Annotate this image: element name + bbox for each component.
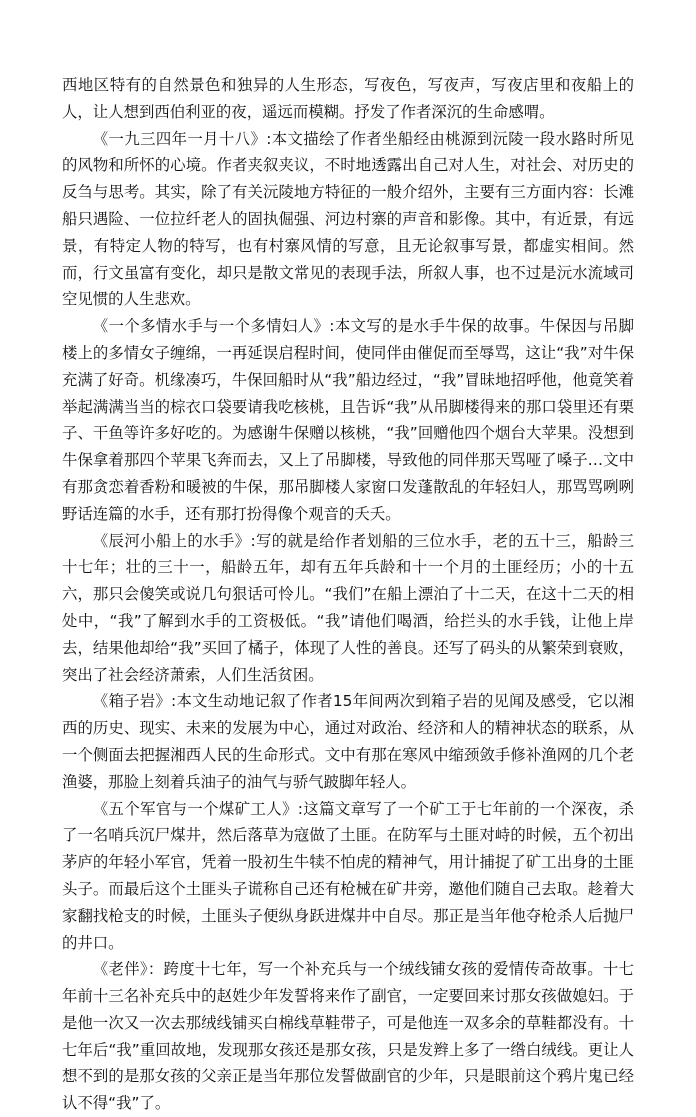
paragraph-duoqing-shuishou: 《一个多情水手与一个多情妇人》:本文写的是水手牛保的故事。牛保因与吊脚楼上的多情女子缠绵，一再延误启程时间，使同伴由催促而至辱骂，这让“我”对牛保充满了好奇。机缘凑巧，牛保回船时从“我”船边经过，“我”冒昧地招呼他，他竟笑着举起满满当当的棕衣口袋要请我吃核桃，且告诉“我”从吊脚楼得来的那口袋里还有栗子、干鱼等许多好吃的。为感谢牛保赠以核桃，“我”回赠他四个烟台大苹果。没想到牛保拿着那四个苹果飞奔而去，又上了吊脚楼，导致他的同伴那天骂哑了嗓子…文中有那贪恋着香粉和暖被的牛保，那吊脚楼人家窗口发蓬散乱的年轻妇人，那骂骂咧咧野话连篇的水手，还有那打扮得像个观音的夭夭。 [62,317,634,523]
paragraph-xiangziyan: 《箱子岩》:本文生动地记叙了作者15年间两次到箱子岩的见闻及感受，它以湘西的历史、现实、未来的发展为中心，通过对政治、经济和人的精神状态的联系，从一个侧面去把握湘西人民的生命形式。文中有那在寒风中缩颈敛手修补渔网的几个老渔婆，那脸上刻着兵油子的油气与骄气跛脚年轻人。 [62,692,634,791]
paragraph-wuge-junguan: 《五个军官与一个煤矿工人》:这篇文章写了一个矿工于七年前的一个深夜，杀了一名哨兵沉尸煤井，然后落草为寇做了土匪。在防军与土匪对峙的时候，五个初出茅庐的年轻小军官，凭着一股初生牛犊不怕虎的精神气，用计捕捉了矿工出身的土匪头子。而最后这个土匪头子谎称自己还有枪械在矿井旁，邀他们随自己去取。趁着大家翻找枪支的时候，土匪头子便纵身跃进煤井中自尽。那正是当年他夺枪杀人后抛尸的井口。 [62,799,634,952]
paragraph-laoban: 《老伴》：跨度十七年，写一个补充兵与一个绒线铺女孩的爱情传奇故事。十七年前十三名补充兵中的赵姓少年发誓将来作了副官，一定要回来讨那女孩做媳妇。于是他一次又一次去那绒线铺买白棉线草鞋带子，可是他连一双多余的草鞋都没有。十七年后“我”重回故地，发现那女孩还是那女孩，只是发辫上多了一绺白绒线。更让人想不到的是那女孩的父亲正是当年那位发誓做副官的少年，只是眼前这个鸦片鬼已经认不得“我”了。 [62,960,634,1113]
paragraph-chenhe-xiaochuan: 《辰河小船上的水手》:写的就是给作者划船的三位水手，老的五十三，船龄三十七年；壮的三十一，船龄五年，却有五年兵龄和十一个月的土匪经历；小的十五六，那只会傻笑或说几句狠话可怜儿。“我们”在船上漂泊了十二天，在这十二天的相处中，“我”了解到水手的工资极低。“我”请他们喝酒，给拦头的水手钱，让他上岸去，结果他却给“我”买回了橘子，体现了人性的善良。还写了码头的从繁荣到衰败，突出了社会经济萧索，人们生活贫困。 [62,531,634,684]
paragraph-yijiusansi: 《一九三四年一月十八》:本文描绘了作者坐船经由桃源到沅陵一段水路时所见的风物和所怀的心境。作者夹叙夹议，不时地透露出自己对人生，对社会、对历史的反刍与思考。其实，除了有关沅陵地方特征的一般介绍外，主要有三方面内容：长滩船只遇险、一位拉纤老人的固执倔强、河边村寨的声音和影像。其中，有近景，有远景，有特定人物的特写，也有村寨风情的写意，且无论叙事写景，都虚实相间。然而，行文虽富有变化，却只是散文常见的表现手法，所叙人事，也不过是沅水流域司空见惯的人生悲欢。 [62,129,634,309]
paragraph-xiye-ending: 西地区特有的自然景色和独异的人生形态，写夜色，写夜声，写夜店里和夜船上的人，让人想到西伯利亚的夜，遥远而模糊。抒发了作者深沉的生命感喟。 [62,76,634,121]
document-page [62,72,634,1117]
